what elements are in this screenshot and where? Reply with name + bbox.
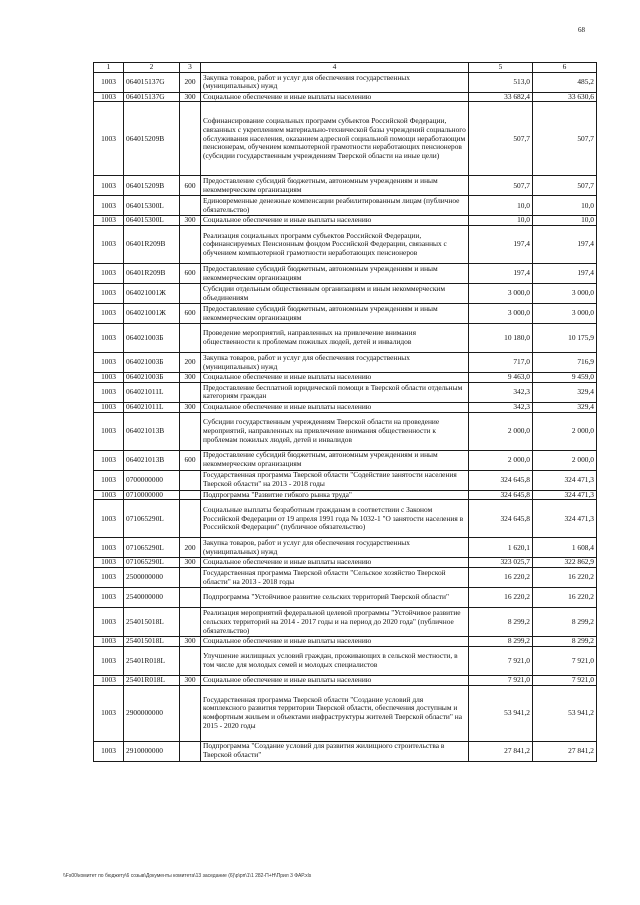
table-cell-c5: 9 463,0 xyxy=(469,373,533,383)
table-cell-c6: 329,4 xyxy=(533,402,597,412)
table-cell-c1: 1003 xyxy=(94,741,124,761)
table-cell-c3 xyxy=(180,196,201,216)
table-cell-c3 xyxy=(180,490,201,500)
table-cell-c5: 7 921,0 xyxy=(469,646,533,675)
table-cell-c1: 1003 xyxy=(94,284,124,304)
table-cell-c4: Государственная программа Тверской области "Создание условий для комплексного развития территории Тверской области, обеспечения доступным и комфортным жильем и объектами инфраструктуры жителей Тверской области" на 2015 - 2020 годы xyxy=(201,685,469,741)
table-cell-c2: 064015300L xyxy=(124,196,180,216)
table-cell-c2: 071065290L xyxy=(124,558,180,568)
table-cell-c5: 7 921,0 xyxy=(469,675,533,685)
table-cell-c5: 2 000,0 xyxy=(469,450,533,470)
table-cell-c1: 1003 xyxy=(94,637,124,647)
table-cell-c6: 33 630,6 xyxy=(533,92,597,102)
table-cell-c6: 27 841,2 xyxy=(533,741,597,761)
table-cell-c4: Социальное обеспечение и иные выплаты населению xyxy=(201,92,469,102)
table-cell-c6: 7 921,0 xyxy=(533,675,597,685)
table-cell-c6: 507,7 xyxy=(533,176,597,196)
table-cell-c2: 064015300L xyxy=(124,216,180,226)
table-cell-c4: Государственная программа Тверской области "Сельское хозяйство Тверской области" на 2013 - 2018 годы xyxy=(201,568,469,588)
table-cell-c4: Предоставление бесплатной юридической помощи в Тверской области отдельным категориям граждан xyxy=(201,382,469,402)
table-row xyxy=(94,226,597,264)
table-cell-c3: 600 xyxy=(180,450,201,470)
table-cell-c2: 254015018L xyxy=(124,608,180,637)
table-cell-c6: 8 299,2 xyxy=(533,637,597,647)
table-row xyxy=(94,568,597,588)
table-cell-c4: Закупка товаров, работ и услуг для обеспечения государственных (муниципальных) нужд xyxy=(201,538,469,558)
table-cell-c2: 064021001Ж xyxy=(124,284,180,304)
table-cell-c1: 1003 xyxy=(94,102,124,176)
table-cell-c2: 064021013В xyxy=(124,412,180,450)
table-cell-c3: 300 xyxy=(180,637,201,647)
table-cell-c4: Субсидии государственным учреждениям Тверской области на проведение мероприятий, направленных на привлечение внимания общественности к проблемам пожилых людей, детей и инвалидов xyxy=(201,412,469,450)
table-row xyxy=(94,402,597,412)
table-cell-c3 xyxy=(180,608,201,637)
table-cell-c2: 064021013В xyxy=(124,450,180,470)
table-row xyxy=(94,324,597,353)
table-cell-c3: 200 xyxy=(180,538,201,558)
table-cell-c2: 064015137G xyxy=(124,72,180,92)
table-cell-c6: 324 471,3 xyxy=(533,500,597,538)
table-cell-c3: 200 xyxy=(180,72,201,92)
table-cell-c5: 3 000,0 xyxy=(469,284,533,304)
table-cell-c1: 1003 xyxy=(94,324,124,353)
table-cell-c4: Социальное обеспечение и иные выплаты населению xyxy=(201,558,469,568)
table-cell-c5: 10,0 xyxy=(469,196,533,216)
table-cell-c3: 600 xyxy=(180,176,201,196)
table-cell-c2: 064015137G xyxy=(124,92,180,102)
table-cell-c4: Реализация социальных программ субъектов Российской Федерации, софинансируемых Пенсионным фондом Российской Федерации, связанных с обучением компьютерной грамотности неработающих пенсионеров xyxy=(201,226,469,264)
table-cell-c3: 300 xyxy=(180,216,201,226)
table-cell-c2: 064015209В xyxy=(124,176,180,196)
table-cell-c3 xyxy=(180,102,201,176)
table-row xyxy=(94,675,597,685)
table-cell-c4: Подпрограмма "Устойчивое развитие сельских территорий Тверской области" xyxy=(201,588,469,608)
table-cell-c5: 27 841,2 xyxy=(469,741,533,761)
header-cell: 2 xyxy=(124,63,180,73)
table-row xyxy=(94,685,597,741)
table-cell-c5: 1 620,1 xyxy=(469,538,533,558)
table-row xyxy=(94,608,597,637)
table-cell-c1: 1003 xyxy=(94,353,124,373)
table-cell-c2: 064021003Б xyxy=(124,373,180,383)
table-cell-c3 xyxy=(180,500,201,538)
header-cell: 4 xyxy=(201,63,469,73)
table-cell-c3: 600 xyxy=(180,304,201,324)
table-cell-c3 xyxy=(180,226,201,264)
table-cell-c5: 33 682,4 xyxy=(469,92,533,102)
header-cell: 6 xyxy=(533,63,597,73)
table-row xyxy=(94,92,597,102)
table-cell-c1: 1003 xyxy=(94,373,124,383)
table-cell-c4: Социальные выплаты безработным гражданам в соответствии с Законом Российской Федерации от 19 апреля 1991 года № 1032-1 "О занятости населения в Российской Федерации" (публичное обязательство) xyxy=(201,500,469,538)
table-cell-c1: 1003 xyxy=(94,608,124,637)
table-cell-c4: Проведение мероприятий, направленных на привлечение внимания общественности к проблемам пожилых людей, детей и инвалидов xyxy=(201,324,469,353)
table-cell-c5: 324 645,8 xyxy=(469,470,533,490)
table-cell-c5: 16 220,2 xyxy=(469,588,533,608)
table-cell-c2: 2900000000 xyxy=(124,685,180,741)
table-cell-c5: 10,0 xyxy=(469,216,533,226)
table-cell-c6: 485,2 xyxy=(533,72,597,92)
table-cell-c2: 071065290L xyxy=(124,538,180,558)
table-cell-c1: 1003 xyxy=(94,558,124,568)
table-cell-c4: Предоставление субсидий бюджетным, автономным учреждениям и иным некоммерческим организациям xyxy=(201,450,469,470)
table-cell-c6: 322 862,9 xyxy=(533,558,597,568)
table-cell-c6: 716,9 xyxy=(533,353,597,373)
table-cell-c3 xyxy=(180,646,201,675)
table-row xyxy=(94,196,597,216)
table-row xyxy=(94,588,597,608)
table-cell-c2: 25401R018L xyxy=(124,646,180,675)
table-cell-c2: 064021001Ж xyxy=(124,304,180,324)
table-cell-c3 xyxy=(180,685,201,741)
table-cell-c6: 9 459,0 xyxy=(533,373,597,383)
table-cell-c3 xyxy=(180,741,201,761)
table-cell-c4: Государственная программа Тверской области "Содействие занятости населения Тверской области" на 2013 - 2018 годы xyxy=(201,470,469,490)
table-cell-c3: 300 xyxy=(180,92,201,102)
table-cell-c3 xyxy=(180,568,201,588)
table-cell-c2: 0700000000 xyxy=(124,470,180,490)
table-cell-c3: 200 xyxy=(180,353,201,373)
table-cell-c5: 197,4 xyxy=(469,264,533,284)
table-cell-c2: 064021011L xyxy=(124,382,180,402)
table-cell-c1: 1003 xyxy=(94,500,124,538)
file-path-footer: \\Fs00\комитет по бюджету\6 созыв\Документы комитета\13 заседание (6)\р\рп\1\1 282-П+Н\Прил 3 ФАР.xls xyxy=(63,873,312,879)
table-cell-c6: 197,4 xyxy=(533,226,597,264)
table-cell-c4: Улучшение жилищных условий граждан, проживающих в сельской местности, в том числе для молодых семей и молодых специалистов xyxy=(201,646,469,675)
table-cell-c4: Социальное обеспечение и иные выплаты населению xyxy=(201,675,469,685)
table-cell-c1: 1003 xyxy=(94,402,124,412)
table-cell-c5: 3 000,0 xyxy=(469,304,533,324)
table-cell-c6: 7 921,0 xyxy=(533,646,597,675)
table-cell-c4: Закупка товаров, работ и услуг для обеспечения государственных (муниципальных) нужд xyxy=(201,353,469,373)
table-cell-c5: 513,0 xyxy=(469,72,533,92)
table-cell-c6: 16 220,2 xyxy=(533,568,597,588)
table-cell-c4: Социальное обеспечение и иные выплаты населению xyxy=(201,373,469,383)
table-cell-c5: 323 025,7 xyxy=(469,558,533,568)
table-cell-c2: 254015018L xyxy=(124,637,180,647)
table-row xyxy=(94,558,597,568)
table-cell-c1: 1003 xyxy=(94,490,124,500)
table-row xyxy=(94,538,597,558)
table-row xyxy=(94,373,597,383)
table-cell-c4: Подпрограмма "Развитие гибкого рынка труда" xyxy=(201,490,469,500)
table-cell-c3 xyxy=(180,284,201,304)
table-row xyxy=(94,264,597,284)
table-cell-c6: 197,4 xyxy=(533,264,597,284)
table-row xyxy=(94,490,597,500)
table-cell-c4: Предоставление субсидий бюджетным, автономным учреждениям и иным некоммерческим организациям xyxy=(201,264,469,284)
table-cell-c6: 507,7 xyxy=(533,102,597,176)
table-cell-c3 xyxy=(180,588,201,608)
table-cell-c1: 1003 xyxy=(94,675,124,685)
table-cell-c4: Закупка товаров, работ и услуг для обеспечения государственных (муниципальных) нужд xyxy=(201,72,469,92)
table-row xyxy=(94,741,597,761)
table-cell-c1: 1003 xyxy=(94,588,124,608)
table-cell-c5: 324 645,8 xyxy=(469,490,533,500)
table-row xyxy=(94,284,597,304)
table-cell-c3: 300 xyxy=(180,373,201,383)
table-cell-c6: 53 941,2 xyxy=(533,685,597,741)
table-cell-c2: 0710000000 xyxy=(124,490,180,500)
table-cell-c1: 1003 xyxy=(94,304,124,324)
table-cell-c3: 300 xyxy=(180,675,201,685)
table-cell-c6: 8 299,2 xyxy=(533,608,597,637)
table-cell-c3: 300 xyxy=(180,558,201,568)
table-cell-c6: 3 000,0 xyxy=(533,284,597,304)
table-row xyxy=(94,412,597,450)
table-cell-c5: 324 645,8 xyxy=(469,500,533,538)
table-cell-c6: 324 471,3 xyxy=(533,470,597,490)
table-cell-c5: 197,4 xyxy=(469,226,533,264)
table-cell-c5: 8 299,2 xyxy=(469,608,533,637)
table-cell-c5: 342,3 xyxy=(469,402,533,412)
table-cell-c5: 717,0 xyxy=(469,353,533,373)
table-cell-c1: 1003 xyxy=(94,646,124,675)
table-cell-c6: 10,0 xyxy=(533,196,597,216)
table-cell-c2: 25401R018L xyxy=(124,675,180,685)
table-cell-c5: 2 000,0 xyxy=(469,412,533,450)
table-cell-c4: Социальное обеспечение и иные выплаты населению xyxy=(201,637,469,647)
header-cell: 1 xyxy=(94,63,124,73)
table-row xyxy=(94,304,597,324)
table-cell-c2: 06401R209В xyxy=(124,264,180,284)
table-row xyxy=(94,646,597,675)
table-cell-c2: 2910000000 xyxy=(124,741,180,761)
table-cell-c3 xyxy=(180,324,201,353)
page-number: 68 xyxy=(578,26,585,34)
table-row xyxy=(94,102,597,176)
table-cell-c1: 1003 xyxy=(94,538,124,558)
table-cell-c5: 507,7 xyxy=(469,102,533,176)
header-cell: 3 xyxy=(180,63,201,73)
table-cell-c5: 16 220,2 xyxy=(469,568,533,588)
table-cell-c6: 1 608,4 xyxy=(533,538,597,558)
table-cell-c1: 1003 xyxy=(94,216,124,226)
table-cell-c6: 3 000,0 xyxy=(533,304,597,324)
table-cell-c1: 1003 xyxy=(94,72,124,92)
table-cell-c5: 53 941,2 xyxy=(469,685,533,741)
table-cell-c1: 1003 xyxy=(94,176,124,196)
table-cell-c1: 1003 xyxy=(94,412,124,450)
table-cell-c5: 342,3 xyxy=(469,382,533,402)
table-cell-c4: Подпрограмма "Создание условий для развития жилищного строительства в Тверской области" xyxy=(201,741,469,761)
table-cell-c5: 8 299,2 xyxy=(469,637,533,647)
table-cell-c3 xyxy=(180,382,201,402)
table-row xyxy=(94,500,597,538)
table-row xyxy=(94,637,597,647)
table-header-row xyxy=(94,63,597,73)
table-row xyxy=(94,353,597,373)
table-cell-c3: 600 xyxy=(180,264,201,284)
table-row xyxy=(94,470,597,490)
table-cell-c1: 1003 xyxy=(94,226,124,264)
table-cell-c2: 064021003Б xyxy=(124,324,180,353)
table-cell-c3 xyxy=(180,412,201,450)
table-cell-c1: 1003 xyxy=(94,382,124,402)
table-cell-c6: 324 471,3 xyxy=(533,490,597,500)
header-cell: 5 xyxy=(469,63,533,73)
table-row xyxy=(94,382,597,402)
table-cell-c6: 329,4 xyxy=(533,382,597,402)
table-cell-c2: 064015209В xyxy=(124,102,180,176)
table-row xyxy=(94,72,597,92)
table-cell-c3 xyxy=(180,470,201,490)
table-cell-c6: 10 175,9 xyxy=(533,324,597,353)
table-cell-c6: 10,0 xyxy=(533,216,597,226)
table-row xyxy=(94,216,597,226)
budget-table xyxy=(93,62,597,762)
table-cell-c4: Социальное обеспечение и иные выплаты населению xyxy=(201,216,469,226)
table-cell-c1: 1003 xyxy=(94,196,124,216)
table-row xyxy=(94,176,597,196)
table-cell-c2: 2500000000 xyxy=(124,568,180,588)
table-cell-c5: 10 180,0 xyxy=(469,324,533,353)
table-cell-c2: 071065290L xyxy=(124,500,180,538)
table-cell-c2: 06401R209В xyxy=(124,226,180,264)
table-cell-c1: 1003 xyxy=(94,264,124,284)
table-cell-c3: 300 xyxy=(180,402,201,412)
table-cell-c4: Предоставление субсидий бюджетным, автономным учреждениям и иным некоммерческим организациям xyxy=(201,304,469,324)
table-cell-c6: 16 220,2 xyxy=(533,588,597,608)
table-cell-c6: 2 000,0 xyxy=(533,450,597,470)
table-cell-c2: 2540000000 xyxy=(124,588,180,608)
table-cell-c4: Реализация мероприятий федеральной целевой программы "Устойчивое развитие сельских территорий на 2014 - 2017 годы и на период до 2020 года" (публичное обязательство) xyxy=(201,608,469,637)
table-cell-c4: Субсидии отдельным общественным организациям и иным некоммерческим объединениям xyxy=(201,284,469,304)
table-cell-c1: 1003 xyxy=(94,685,124,741)
table-cell-c4: Предоставление субсидий бюджетным, автономным учреждениям и иным некоммерческим организациям xyxy=(201,176,469,196)
table-cell-c2: 064021003Б xyxy=(124,353,180,373)
table-row xyxy=(94,450,597,470)
table-cell-c4: Софинансирование социальных программ субъектов Российской Федерации, связанных с укреплением материально-технической базы учреждений социального обслуживания населения, оказанием адресной социальной помощи неработающим пенсионерам, обучением компьютерной грамотности неработающих пенсионеров (субсидии государственным учреждениям Тверской области на иные цели) xyxy=(201,102,469,176)
table-cell-c1: 1003 xyxy=(94,568,124,588)
table-cell-c1: 1003 xyxy=(94,470,124,490)
table-cell-c1: 1003 xyxy=(94,92,124,102)
table-cell-c4: Социальное обеспечение и иные выплаты населению xyxy=(201,402,469,412)
table-cell-c5: 507,7 xyxy=(469,176,533,196)
table-cell-c6: 2 000,0 xyxy=(533,412,597,450)
table-cell-c1: 1003 xyxy=(94,450,124,470)
table-cell-c2: 064021011L xyxy=(124,402,180,412)
table-cell-c4: Единовременные денежные компенсации реабилитированным лицам (публичное обязательство) xyxy=(201,196,469,216)
